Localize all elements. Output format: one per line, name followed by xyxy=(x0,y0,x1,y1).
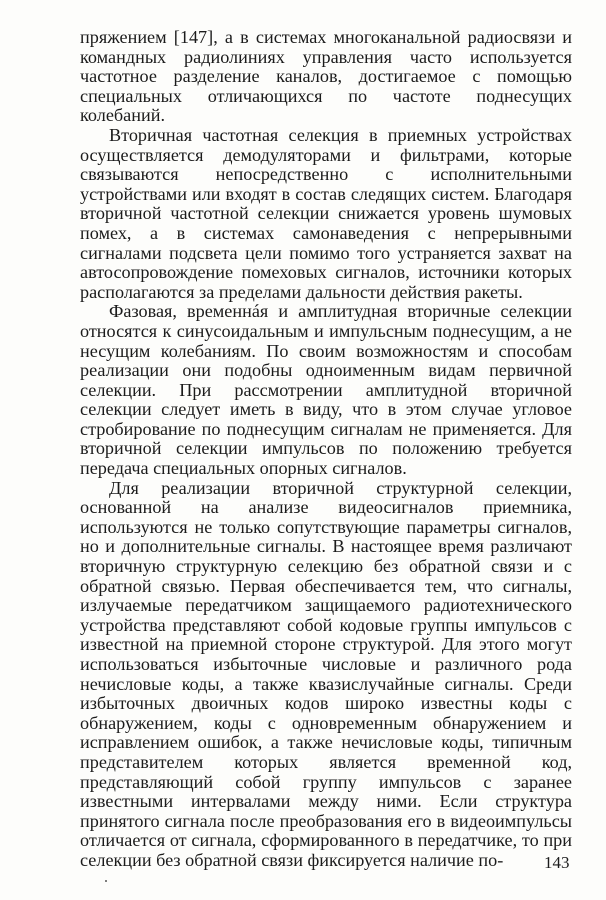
paragraph-secondary-frequency-selection: Вторичная частотная селекция в приемных устройствах осуществляется демодуляторами и фильтрами, которые связываются непосредственно с исполнительными устройствами или входят в состав следящих систем. Благодаря вторичной частотной селекции снижается уровень шумовых помех, а в системах самонаведения с непрерывными сигналами подсвета цели помимо того устраняется захват на автосопровождение помеховых сигналов, источники которых располагаются за пределами дальности действия ракеты. xyxy=(80,124,572,302)
body-text xyxy=(80,28,572,871)
paragraph-phase-time-amplitude: Фазовая, временнáя и амплитудная вторичные селекции относятся к синусоидальным и импульсным поднесущим, а не несущим колебаниям. По своим возможностям и способам реализации они подобны одноименным видам первичной селекции. При рассмотрении амплитудной вторичной селекции следует иметь в виду, что в этом случае угловое стробирование по поднесущим сигналам не применяется. Для вторичной селекции импульсов по положению требуется передача специальных опорных сигналов. xyxy=(80,301,572,479)
scan-speck xyxy=(105,880,107,882)
paragraph-structural-selection: Для реализации вторичной структурной селекции, основанной на анализе видеосигналов приемника, используются не только сопутствующие параметры сигналов, но и дополнительные сигналы. В настоящее время различают вторичную структурную селекцию без обратной связи и с обратной связью. Первая обеспечивается тем, что сигналы, излучаемые передатчиком защищаемого радиотехнического устройства представляют собой кодовые группы импульсов с известной на приемной стороне структурой. Для этого могут использоваться избыточные числовые и различного рода нечисловые коды, а также квазислучайные сигналы. Среди избыточных двоичных кодов широко известны коды с обнаружением, коды с одновременным обнаружением и исправлением ошибок, а также нечисловые коды, типичным представителем которых является временной код, представляющий собой группу импульсов с заранее известными интервалами между ними. Если структура принятого сигнала после преобразования его в видеоимпульсы отличается от сигнала, сформированного в передатчике, то при селекции без обратной связи фиксируется наличие по- xyxy=(80,477,572,870)
paragraph-continued: пряжением [147], а в системах многоканальной радиосвязи и командных радиолиниях управления часто используется частотное разделение каналов, достигаемое с помощью специальных отличающихся по частоте поднесущих колебаний. xyxy=(80,27,572,126)
page-number: 143 xyxy=(544,853,570,872)
